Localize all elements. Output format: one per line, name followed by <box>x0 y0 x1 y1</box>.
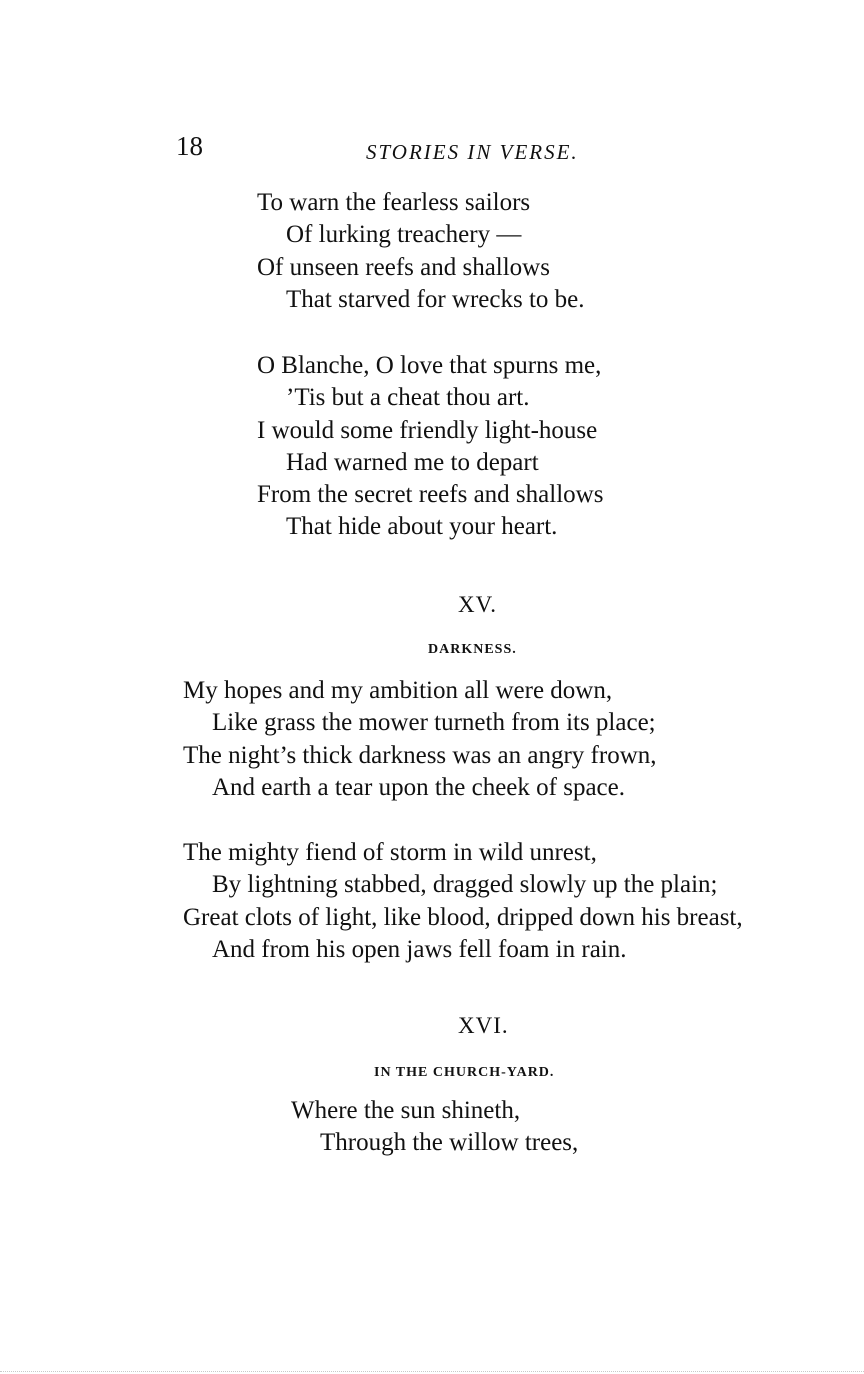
verse-line: To warn the fearless sailors <box>257 189 531 216</box>
verse-line: Great clots of light, like blood, dripped down his breast, <box>183 903 743 931</box>
verse-line: My hopes and my ambition all were down, <box>183 677 613 704</box>
verse-line: Had warned me to depart <box>286 448 539 476</box>
verse-line: I would some friendly light-house <box>257 416 598 444</box>
poem-number: XVI. <box>458 1013 509 1038</box>
page-bottom-edge <box>0 1371 864 1372</box>
stanza-church-yard <box>291 1095 578 1160</box>
poem-number: XV. <box>458 592 498 617</box>
page-number: 18 <box>176 131 203 161</box>
stanza-blanche <box>257 350 603 544</box>
verse-line: The mighty fiend of storm in wild unrest, <box>183 839 597 866</box>
verse-line: O Blanche, O love that spurns me, <box>257 352 602 379</box>
verse-line: Like grass the mower turneth from its place; <box>212 709 656 737</box>
poem-title: IN THE CHURCH-YARD. <box>374 1065 555 1080</box>
verse-line: And earth a tear upon the cheek of space. <box>212 773 626 801</box>
verse-line: Of unseen reefs and shallows <box>257 253 550 281</box>
verse-line: The night’s thick darkness was an angry frown, <box>183 741 657 769</box>
verse-line: That starved for wrecks to be. <box>286 285 585 313</box>
verse-line: Through the willow trees, <box>320 1129 579 1157</box>
poem-title: DARKNESS. <box>428 642 517 657</box>
verse-line: Of lurking treachery — <box>286 221 522 249</box>
stanza-darkness-2 <box>183 837 743 966</box>
verse-line: ’Tis but a cheat thou art. <box>286 384 530 412</box>
verse-line: From the secret reefs and shallows <box>257 481 604 509</box>
stanza-lighthouse-warning <box>257 187 585 316</box>
running-title: STORIES IN VERSE. <box>366 140 579 164</box>
verse-line: Where the sun shineth, <box>291 1097 521 1124</box>
verse-line: By lightning stabbed, dragged slowly up the plain; <box>212 871 718 899</box>
stanza-darkness-1 <box>183 675 657 804</box>
verse-line: That hide about your heart. <box>286 513 558 541</box>
verse-line: And from his open jaws fell foam in rain. <box>212 935 627 963</box>
